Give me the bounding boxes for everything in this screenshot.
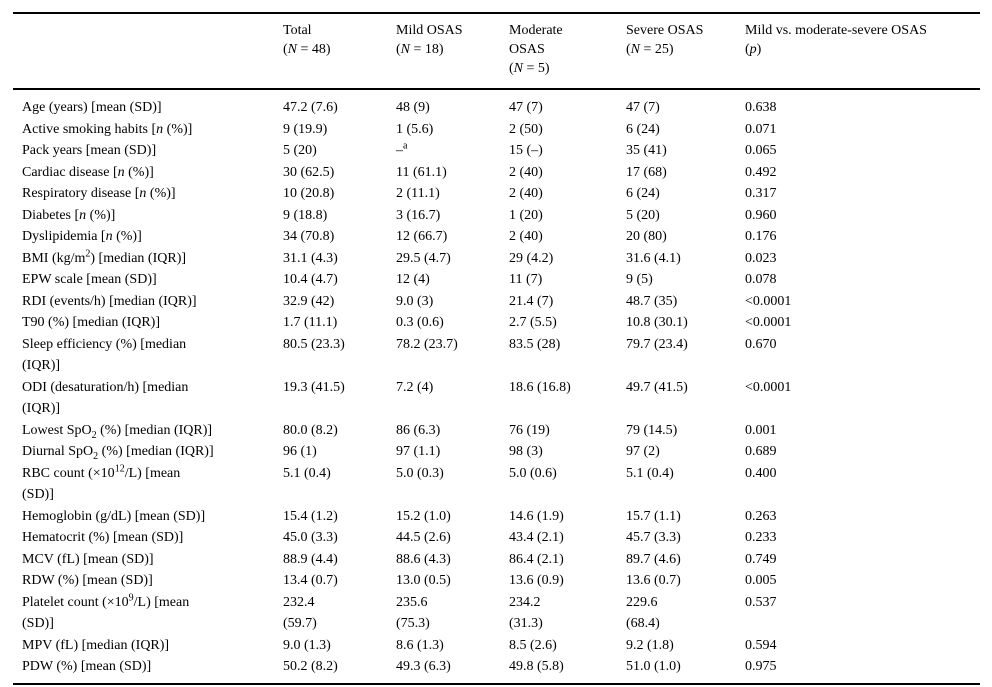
cell-value: <0.0001: [745, 315, 792, 330]
row-label: Diabetes [n (%)]: [22, 207, 116, 223]
cell-value: 2 (11.1): [396, 186, 440, 201]
cell-value: 30 (62.5): [283, 164, 335, 180]
cell-value: 12 (4): [396, 272, 430, 287]
cell-value: 2 (40): [509, 164, 543, 180]
row-label: Diurnal SpO$_2$ (%) [median (IQR)]: [22, 444, 214, 462]
table-body: [13, 89, 980, 684]
column-header-empty: [13, 13, 283, 89]
cell-value: 83.5 (28): [509, 336, 561, 352]
cell-value: 0.233: [745, 530, 777, 545]
cell-value: 31.6 (4.1): [626, 250, 681, 266]
table-row: [13, 119, 980, 141]
table-row: [13, 334, 980, 377]
cell-value: 13.6 (0.9): [509, 573, 564, 588]
cell-value: 31.1 (4.3): [283, 250, 338, 266]
row-label: ODI (desaturation/h) [median (IQR)]: [22, 379, 189, 416]
row-label: BMI $(kg/m^2)$ [median (IQR)]: [22, 247, 187, 266]
header-row: [13, 13, 980, 89]
row-label: Lowest SpO$_2$ (%) [median (IQR)]: [22, 422, 213, 441]
cell-value: 29 (4.2): [509, 250, 554, 266]
cell-value: 10 (20.8): [283, 186, 335, 201]
row-label: Age (years) [mean (SD)]: [22, 100, 162, 115]
row-label: Sleep efficiency (%) [median (IQR)]: [22, 336, 187, 373]
table-row: [13, 635, 980, 657]
cell-value: 0.001: [745, 422, 777, 438]
cell-value: <0.0001: [745, 293, 792, 309]
cell-value: 13.4 (0.7): [283, 573, 338, 588]
cell-value: 48.7 (35): [626, 293, 678, 309]
cell-value: 98 (3): [509, 444, 543, 459]
cell-value: 47 (7): [509, 100, 543, 115]
cell-value: 51.0 (1.0): [626, 656, 745, 684]
cell-value: 45.0 (3.3): [283, 530, 338, 545]
row-label: Dyslipidemia [n (%)]: [22, 229, 142, 244]
comparison-table-wrapper: [13, 12, 980, 685]
cell-value: 2 (40): [509, 186, 543, 201]
cell-value: 97 (2): [626, 444, 660, 459]
table-row: [13, 377, 980, 420]
cell-value: 47 (7): [626, 100, 660, 115]
row-label: Cardiac disease [n (%)]: [22, 164, 154, 180]
table-row: [13, 549, 980, 571]
cell-value: 79.7 (23.4): [626, 336, 688, 352]
cell-value: 50.2 (8.2): [283, 656, 396, 684]
table-row: [13, 463, 980, 506]
cell-value: 9.2 (1.8): [626, 637, 674, 653]
cell-value: 1 (5.6): [396, 121, 434, 137]
cell-value: 0.492: [745, 164, 777, 180]
cell-value: 19.3 (41.5): [283, 379, 345, 395]
cell-value: 47.2 (7.6): [283, 100, 338, 115]
cell-value: 96 (1): [283, 444, 317, 459]
column-header: Moderate OSAS (N = 5): [509, 13, 626, 89]
cell-value: 0.3 (0.6): [396, 315, 444, 330]
cell-value: <0.0001: [745, 379, 792, 395]
cell-value: 11 (7): [509, 272, 543, 287]
cell-value: 11 (61.1): [396, 164, 447, 180]
column-header: Total (N = 48): [283, 13, 396, 89]
cell-value: 5 (20): [626, 207, 660, 223]
table-row: [13, 527, 980, 549]
cell-value: 32.9 (42): [283, 293, 335, 309]
cell-value: 9 (18.8): [283, 207, 328, 223]
cell-value: 7.2 (4): [396, 379, 434, 395]
cell-value: 1 (20): [509, 207, 543, 223]
row-label: RDW (%) [mean (SD)]: [22, 573, 153, 588]
cell-value: 13.0 (0.5): [396, 573, 451, 588]
cell-value: 8.6 (1.3): [396, 637, 444, 653]
table-row: [13, 269, 980, 291]
table-row: [13, 248, 980, 270]
cell-value: 15 (–): [509, 143, 543, 158]
cell-value: 235.6 (75.3): [396, 594, 430, 631]
cell-value: 86.4 (2.1): [509, 551, 564, 567]
table-row: [13, 506, 980, 528]
cell-value: 5.1 (0.4): [626, 465, 674, 481]
cell-value: 15.7 (1.1): [626, 508, 681, 524]
cell-value: 15.4 (1.2): [283, 508, 338, 524]
cell-value: 79 (14.5): [626, 422, 678, 438]
cell-value: 10.8 (30.1): [626, 315, 688, 330]
row-label: RBC count $(\times 10^{12}/L)$ [mean (SD)]: [22, 462, 181, 502]
cell-value: 229.6 (68.4): [626, 594, 660, 631]
cell-value: 2 (40): [509, 229, 543, 244]
cell-value: 8.5 (2.6): [509, 637, 557, 653]
cell-value: 49.3 (6.3): [396, 656, 509, 684]
cell-value: 3 (16.7): [396, 207, 441, 223]
table-row: [13, 592, 980, 635]
row-label: MPV (fL) [median (IQR)]: [22, 637, 170, 653]
cell-value: 43.4 (2.1): [509, 530, 564, 545]
table-row: [13, 205, 980, 227]
column-header: Severe OSAS (N = 25): [626, 13, 745, 89]
cell-value: 10.4 (4.7): [283, 272, 338, 287]
cell-value: 49.8 (5.8): [509, 656, 626, 684]
cell-value: 12 (66.7): [396, 229, 448, 244]
cell-value: 35 (41): [626, 143, 667, 158]
cell-value: 0.670: [745, 336, 777, 352]
cell-value: 15.2 (1.0): [396, 508, 451, 524]
column-header: Mild OSAS (N = 18): [396, 13, 509, 89]
cell-value: 0.537: [745, 594, 777, 610]
cell-value: 0.065: [745, 143, 777, 158]
cell-value: 49.7 (41.5): [626, 379, 688, 395]
cell-value: 44.5 (2.6): [396, 530, 451, 545]
table-row: [13, 656, 980, 684]
row-label: Hemoglobin (g/dL) [mean (SD)]: [22, 508, 206, 524]
cell-value: 20 (80): [626, 229, 667, 244]
cell-value: 21.4 (7): [509, 293, 554, 309]
cell-value: 88.6 (4.3): [396, 551, 451, 567]
row-label: EPW scale [mean (SD)]: [22, 272, 157, 287]
cell-value: 232.4 (59.7): [283, 594, 317, 631]
cell-value: 80.5 (23.3): [283, 336, 345, 352]
cell-value: 88.9 (4.4): [283, 551, 338, 567]
cell-value: 0.638: [745, 100, 777, 115]
cell-value: 9 (5): [626, 272, 653, 287]
row-label: Active smoking habits [n (%)]: [22, 121, 193, 137]
table-row: [13, 441, 980, 463]
cell-value: 2 (50): [509, 121, 543, 137]
cell-value: –$^a$: [396, 140, 408, 158]
cell-value: 80.0 (8.2): [283, 422, 338, 438]
table-row: [13, 183, 980, 205]
row-label: RDI (events/h) [median (IQR)]: [22, 293, 197, 309]
column-header: Mild vs. moderate-severe OSAS (p): [745, 13, 980, 89]
row-label: PDW (%) [mean (SD)]: [13, 656, 283, 684]
cell-value: 13.6 (0.7): [626, 573, 681, 588]
cell-value: 234.2 (31.3): [509, 594, 543, 631]
cell-value: 76 (19): [509, 422, 550, 438]
cell-value: 45.7 (3.3): [626, 530, 681, 545]
table-row: [13, 570, 980, 592]
cell-value: 0.689: [745, 444, 777, 459]
cell-value: 86 (6.3): [396, 422, 441, 438]
cell-value: 9 (19.9): [283, 121, 328, 137]
table-row: [13, 420, 980, 442]
cell-value: 9.0 (1.3): [283, 637, 331, 653]
cell-value: 5.0 (0.6): [509, 465, 557, 481]
table-row: [13, 140, 980, 162]
cell-value: 89.7 (4.6): [626, 551, 681, 567]
row-label: MCV (fL) [mean (SD)]: [22, 551, 154, 567]
cell-value: 9.0 (3): [396, 293, 434, 309]
osas-comparison-table: [13, 12, 980, 685]
cell-value: 0.005: [745, 573, 777, 588]
cell-value: 0.400: [745, 465, 777, 481]
cell-value: 0.594: [745, 637, 777, 653]
row-label: Respiratory disease [n (%)]: [22, 186, 176, 201]
row-label: Platelet count $(\times 10^9/L)$ [mean (SD)]: [22, 591, 190, 631]
cell-value: 18.6 (16.8): [509, 379, 571, 395]
cell-value: 48 (9): [396, 100, 430, 115]
cell-value: 0.078: [745, 272, 777, 287]
cell-value: 0.960: [745, 207, 777, 223]
cell-value: 0.749: [745, 551, 777, 567]
cell-value: 6 (24): [626, 186, 660, 201]
cell-value: 78.2 (23.7): [396, 336, 458, 352]
cell-value: 34 (70.8): [283, 229, 335, 244]
table-header: [13, 13, 980, 89]
row-label: Pack years [mean (SD)]: [22, 143, 157, 158]
table-row: [13, 291, 980, 313]
cell-value: 2.7 (5.5): [509, 315, 557, 330]
cell-value: 1.7 (11.1): [283, 315, 338, 330]
table-row: [13, 162, 980, 184]
cell-value: 14.6 (1.9): [509, 508, 564, 524]
cell-value: 0.071: [745, 121, 777, 137]
cell-value: 0.176: [745, 229, 777, 244]
row-label: T90 (%) [median (IQR)]: [22, 315, 161, 330]
cell-value: 17 (68): [626, 164, 667, 180]
cell-value: 97 (1.1): [396, 444, 441, 459]
cell-value: 6 (24): [626, 121, 660, 137]
table-row: [13, 89, 980, 119]
cell-value: 29.5 (4.7): [396, 250, 451, 266]
cell-value: 5 (20): [283, 143, 317, 158]
cell-value: 5.1 (0.4): [283, 465, 331, 481]
cell-value: 0.263: [745, 508, 777, 524]
row-label: Hematocrit (%) [mean (SD)]: [22, 530, 184, 545]
cell-value: 0.975: [745, 656, 980, 684]
cell-value: 0.023: [745, 250, 777, 266]
cell-value: 5.0 (0.3): [396, 465, 444, 481]
cell-value: 0.317: [745, 186, 777, 201]
table-row: [13, 312, 980, 334]
table-row: [13, 226, 980, 248]
